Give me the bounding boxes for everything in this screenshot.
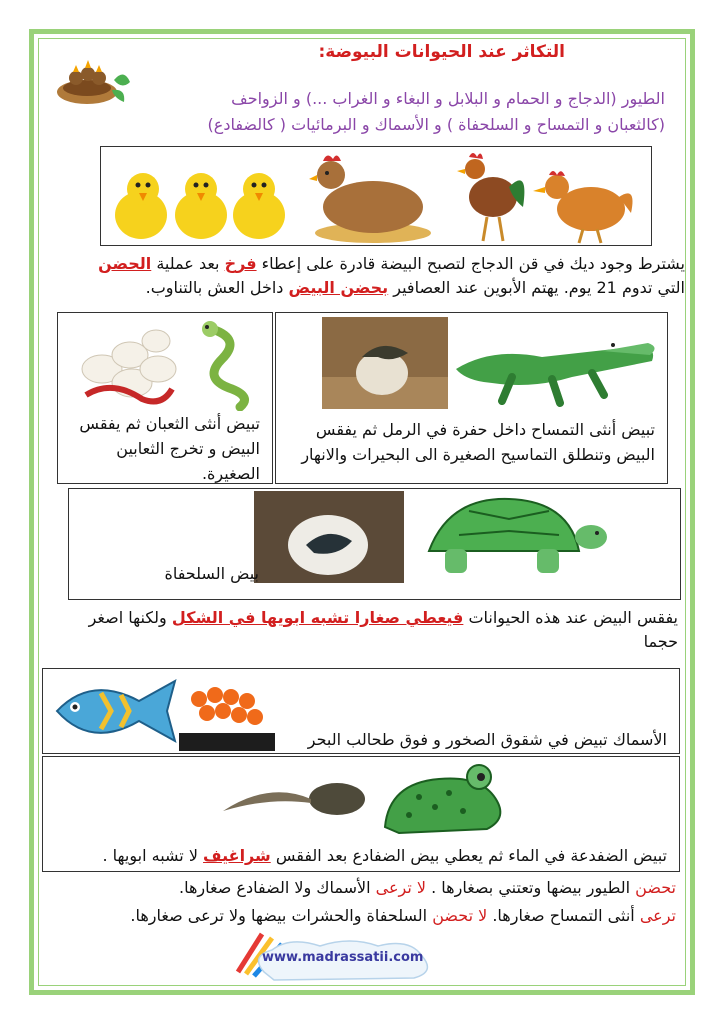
keyword-brooding: بحضن البيض [288,278,389,297]
hatch-text-1: يفقس البيض عند هذه الحيوانات [463,608,678,627]
crocodile-caption: تبيض أنثى التمساح داخل حفرة في الرمل ثم يفقس البيض وتنطلق التماسيح الصغيرة الى البحيرات والانهار [301,420,655,464]
summary-keyword-2: لا ترعى [375,878,427,897]
birds-text-2: بعد عملية [151,254,225,273]
summary-text-2: الأسماك ولا الضفادع صغارها. [179,878,376,897]
keyword-incubation: الحضن [98,254,152,273]
summary-keyword-1: تحضن [635,878,676,897]
snake-caption: تبيض أنثى الثعبان ثم يفقس البيض و تخرج الثعابين الصغيرة. [79,414,260,483]
turtle-box [68,488,681,600]
summary-keyword-4: لا تحضن [432,906,488,925]
tadpole-icon [219,771,371,827]
fish-caption: الأسماك تبيض في شقوق الصخور و فوق طحالب البحر [307,730,667,749]
keyword-tadpoles: شراغيف [203,846,271,865]
fish-icon [51,671,181,751]
frog-text-2: لا تشبه ابويها . [102,846,204,865]
birds-paragraph [50,252,685,300]
summary-text-4: السلحفاة والحشرات بيضها ولا ترعى صغارها. [130,906,433,925]
summary [50,874,676,930]
page-title: التكاثر عند الحيوانات البيوضة: [318,42,565,62]
frog-caption [57,843,667,868]
snake-box [57,312,273,484]
summary-line-1 [50,874,676,902]
intro-line-2: (كالثعبان و التمساح و السلحفاة ) و الأسماك و البرمائيات ( كالضفادع) [207,115,665,134]
summary-text-3: أنثى التمساح صغارها. [487,906,640,925]
intro-line-1: الطيور (الدجاج و الحمام و البلابل و البغاء و الغراب ...) و الزواحف [231,89,665,108]
hatch-text-2: ولكنها اصغر حجما [88,608,678,651]
turtle-egg-icon [254,491,404,583]
turtle-icon [409,491,609,581]
crocodile-box [275,312,668,484]
summary-keyword-3: ترعى [639,906,676,925]
keyword-resemble: فيعطي صغارا تشبه ابويها في الشكل [171,608,464,627]
cartoon-hen-icon [531,167,641,245]
frog-icon [379,763,511,841]
crocodile-icon [452,317,664,413]
hatching-egg-icon [322,317,448,409]
turtle-caption: بيض السلحفاة [164,564,259,583]
fish-box [42,668,680,754]
website-link[interactable]: www.madrassatii.com [262,950,424,965]
frog-box [42,756,680,872]
chicks-icon [109,167,289,245]
intro-text [140,86,665,138]
birds-image-box [100,146,652,246]
birds-text-3: التي تدوم 21 يوم. يهتم الأبوين عند العصافير [388,278,685,297]
hen-icon [301,151,441,245]
birds-text-4: داخل العش بالتناوب. [145,278,289,297]
keyword-chick: فرخ [224,254,257,273]
rooster-icon [451,147,531,245]
summary-text-1: الطيور بيضها وتعتني بصغارها . [426,878,636,897]
birds-text-1: يشترط وجود ديك في قن الدجاج لتصبح البيضة قادرة على إعطاء [256,254,685,273]
hatch-paragraph [50,606,678,654]
frog-text-1: تبيض الضفدعة في الماء ثم يعطي بيض الضفادع بعد الفقس [270,846,667,865]
nest-icon [52,50,134,108]
snake-eggs-icon [72,319,262,411]
summary-line-2 [50,902,676,930]
